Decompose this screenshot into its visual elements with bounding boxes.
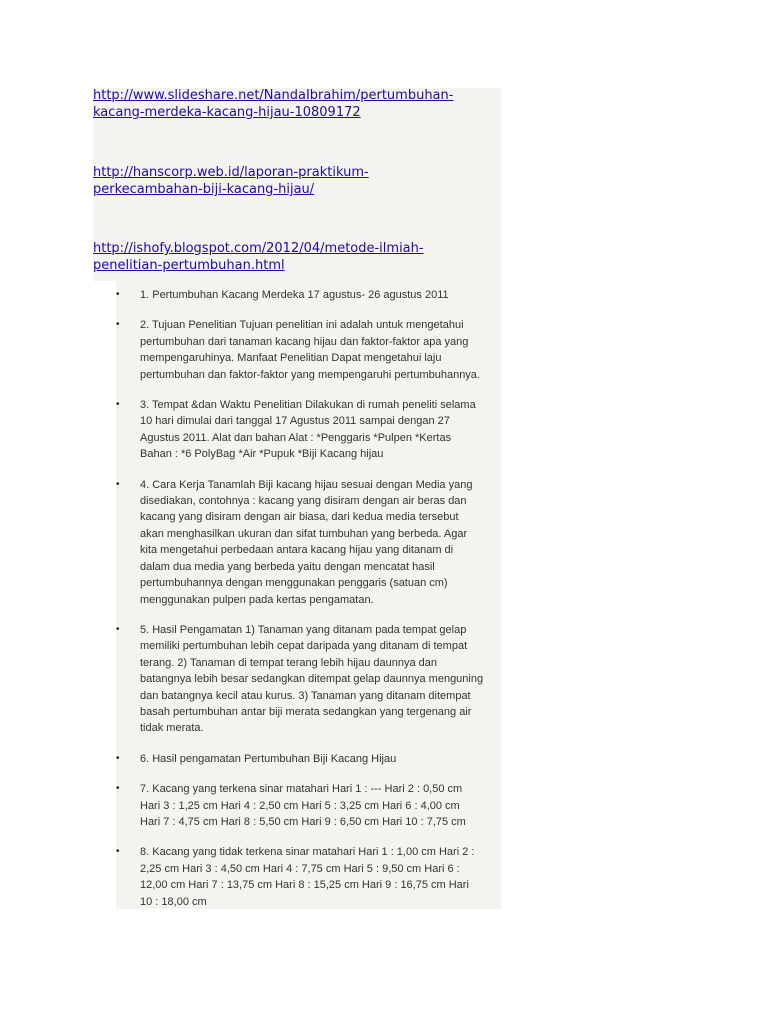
item-text-line: 10 hari dimulai dari tanggal 17 Agustus 2011 sampai dengan 27 — [140, 415, 450, 428]
item-text-line: 1. Pertumbuhan Kacang Merdeka 17 agustus- 26 agustus 2011 — [140, 289, 449, 301]
item-text-line: 2,25 cm Hari 3 : 4,50 cm Hari 4 : 7,75 cm Hari 5 : 9,50 cm Hari 6 : — [140, 862, 460, 875]
item-text-line: pertumbuhannya dengan menggunakan penggaris (satuan cm) — [140, 577, 448, 590]
item-text-line: Hari 3 : 1,25 cm Hari 4 : 2,50 cm Hari 5 : 3,25 cm Hari 6 : 4,00 cm — [140, 799, 460, 812]
reference-link-slideshare[interactable] — [93, 87, 503, 121]
item-text-line: 7. Kacang yang terkena sinar matahari Hari 1 : --- Hari 2 : 0,50 cm — [140, 783, 463, 796]
link-line: http://ishofy.blogspot.com/2012/04/metode-ilmiah- — [93, 241, 424, 256]
item-text-line: batangnya lebih besar sedangkan ditempat gelap daunnya menguning — [140, 673, 484, 686]
bullet-icon: • — [116, 783, 120, 795]
list-item — [116, 477, 506, 608]
list-item — [116, 781, 506, 830]
item-text-line: kita mengetahui perbedaan antara kacang hijau yang ditanam di — [140, 544, 454, 557]
list-item — [116, 622, 506, 737]
item-text-line: terang. 2) Tanaman di tempat terang lebih hijau daunnya dan — [140, 656, 438, 669]
item-text-line: dalam dua media yang berbeda yaitu dengan mencatat hasil — [140, 560, 435, 573]
item-text-line: disediakan, contohnya : kacang yang disiram dengan air beras dan — [140, 495, 467, 508]
bullet-icon: • — [116, 478, 120, 490]
item-text-line: 3. Tempat &dan Waktu Penelitian Dilakukan di rumah peneliti selama — [140, 399, 476, 412]
item-text-line: 2. Tujuan Penelitian Tujuan penelitian ini adalah untuk mengetahui — [140, 319, 464, 332]
item-text-line: dan batangnya kecil atau kurus. 3) Tanaman yang ditanam ditempat — [140, 689, 471, 702]
item-text-line: Hari 7 : 4,75 cm Hari 8 : 5,50 cm Hari 9 : 6,50 cm Hari 10 : 7,75 cm — [140, 815, 466, 828]
list-item — [116, 751, 506, 767]
item-text-line: basah pertumbuhan antar biji merata sedangkan yang tergenang air — [140, 705, 472, 718]
link-line: penelitian-pertumbuhan.html — [93, 258, 285, 273]
list-item — [116, 397, 506, 463]
item-text-line: kacang yang disiram dengan air biasa, dari kedua media tersebut — [140, 511, 459, 524]
link-line: perkecambahan-biji-kacang-hijau/ — [93, 182, 315, 197]
item-text-line: 6. Hasil pengamatan Pertumbuhan Biji Kacang Hijau — [140, 752, 397, 765]
link-line: kacang-merdeka-kacang-hijau-10809172 — [93, 105, 361, 120]
item-text-line: 4. Cara Kerja Tanamlah Biji kacang hijau sesuai dengan Media yang — [140, 478, 473, 491]
bullet-icon: • — [116, 752, 120, 764]
bullet-icon: • — [116, 846, 120, 858]
item-text-line: tidak merata. — [140, 722, 204, 735]
list-item — [116, 317, 506, 383]
list-item — [116, 844, 506, 910]
list-item — [116, 287, 506, 303]
item-text-line: pertumbuhan dari tanaman kacang hijau dan faktor-faktor apa yang — [140, 335, 469, 348]
item-text-line: 8. Kacang yang tidak terkena sinar matahari Hari 1 : 1,00 cm Hari 2 : — [140, 846, 475, 859]
item-text-line: mempengaruhinya. Manfaat Penelitian Dapat mengetahui laju — [140, 352, 442, 365]
bullet-icon: • — [116, 289, 120, 300]
link-line: http://www.slideshare.net/NandaIbrahim/pertumbuhan- — [93, 88, 454, 103]
item-text-line: 5. Hasil Pengamatan 1) Tanaman yang ditanam pada tempat gelap — [140, 623, 467, 636]
item-text-line: 10 : 18,00 cm — [140, 895, 207, 908]
item-text-line: menggunakan pulpen pada kertas pengamatan. — [140, 593, 374, 606]
bullet-icon: • — [116, 399, 120, 411]
item-text-line: pertumbuhan dan faktor-faktor yang mempengaruhi pertumbuhannya. — [140, 368, 480, 381]
item-text-line: memiliki pertumbuhan lebih cepat daripada yang ditanam di tempat — [140, 640, 468, 653]
item-text-line: akan menghasilkan ukuran dan sifat tumbuhan yang berbeda. Agar — [140, 527, 468, 540]
bullet-icon: • — [116, 623, 120, 635]
reference-link-ishofy[interactable] — [93, 240, 503, 274]
item-text-line: 12,00 cm Hari 7 : 13,75 cm Hari 8 : 15,25 cm Hari 9 : 16,75 cm Hari — [140, 879, 469, 892]
reference-link-hanscorp[interactable] — [93, 164, 503, 198]
link-line: http://hanscorp.web.id/laporan-praktikum- — [93, 165, 369, 180]
item-text-line: Agustus 2011. Alat dan bahan Alat : *Penggaris *Pulpen *Kertas — [140, 431, 452, 444]
item-text-line: Bahan : *6 PolyBag *Air *Pupuk *Biji Kacang hijau — [140, 448, 384, 461]
bullet-list — [116, 287, 506, 910]
bullet-icon: • — [116, 319, 120, 331]
